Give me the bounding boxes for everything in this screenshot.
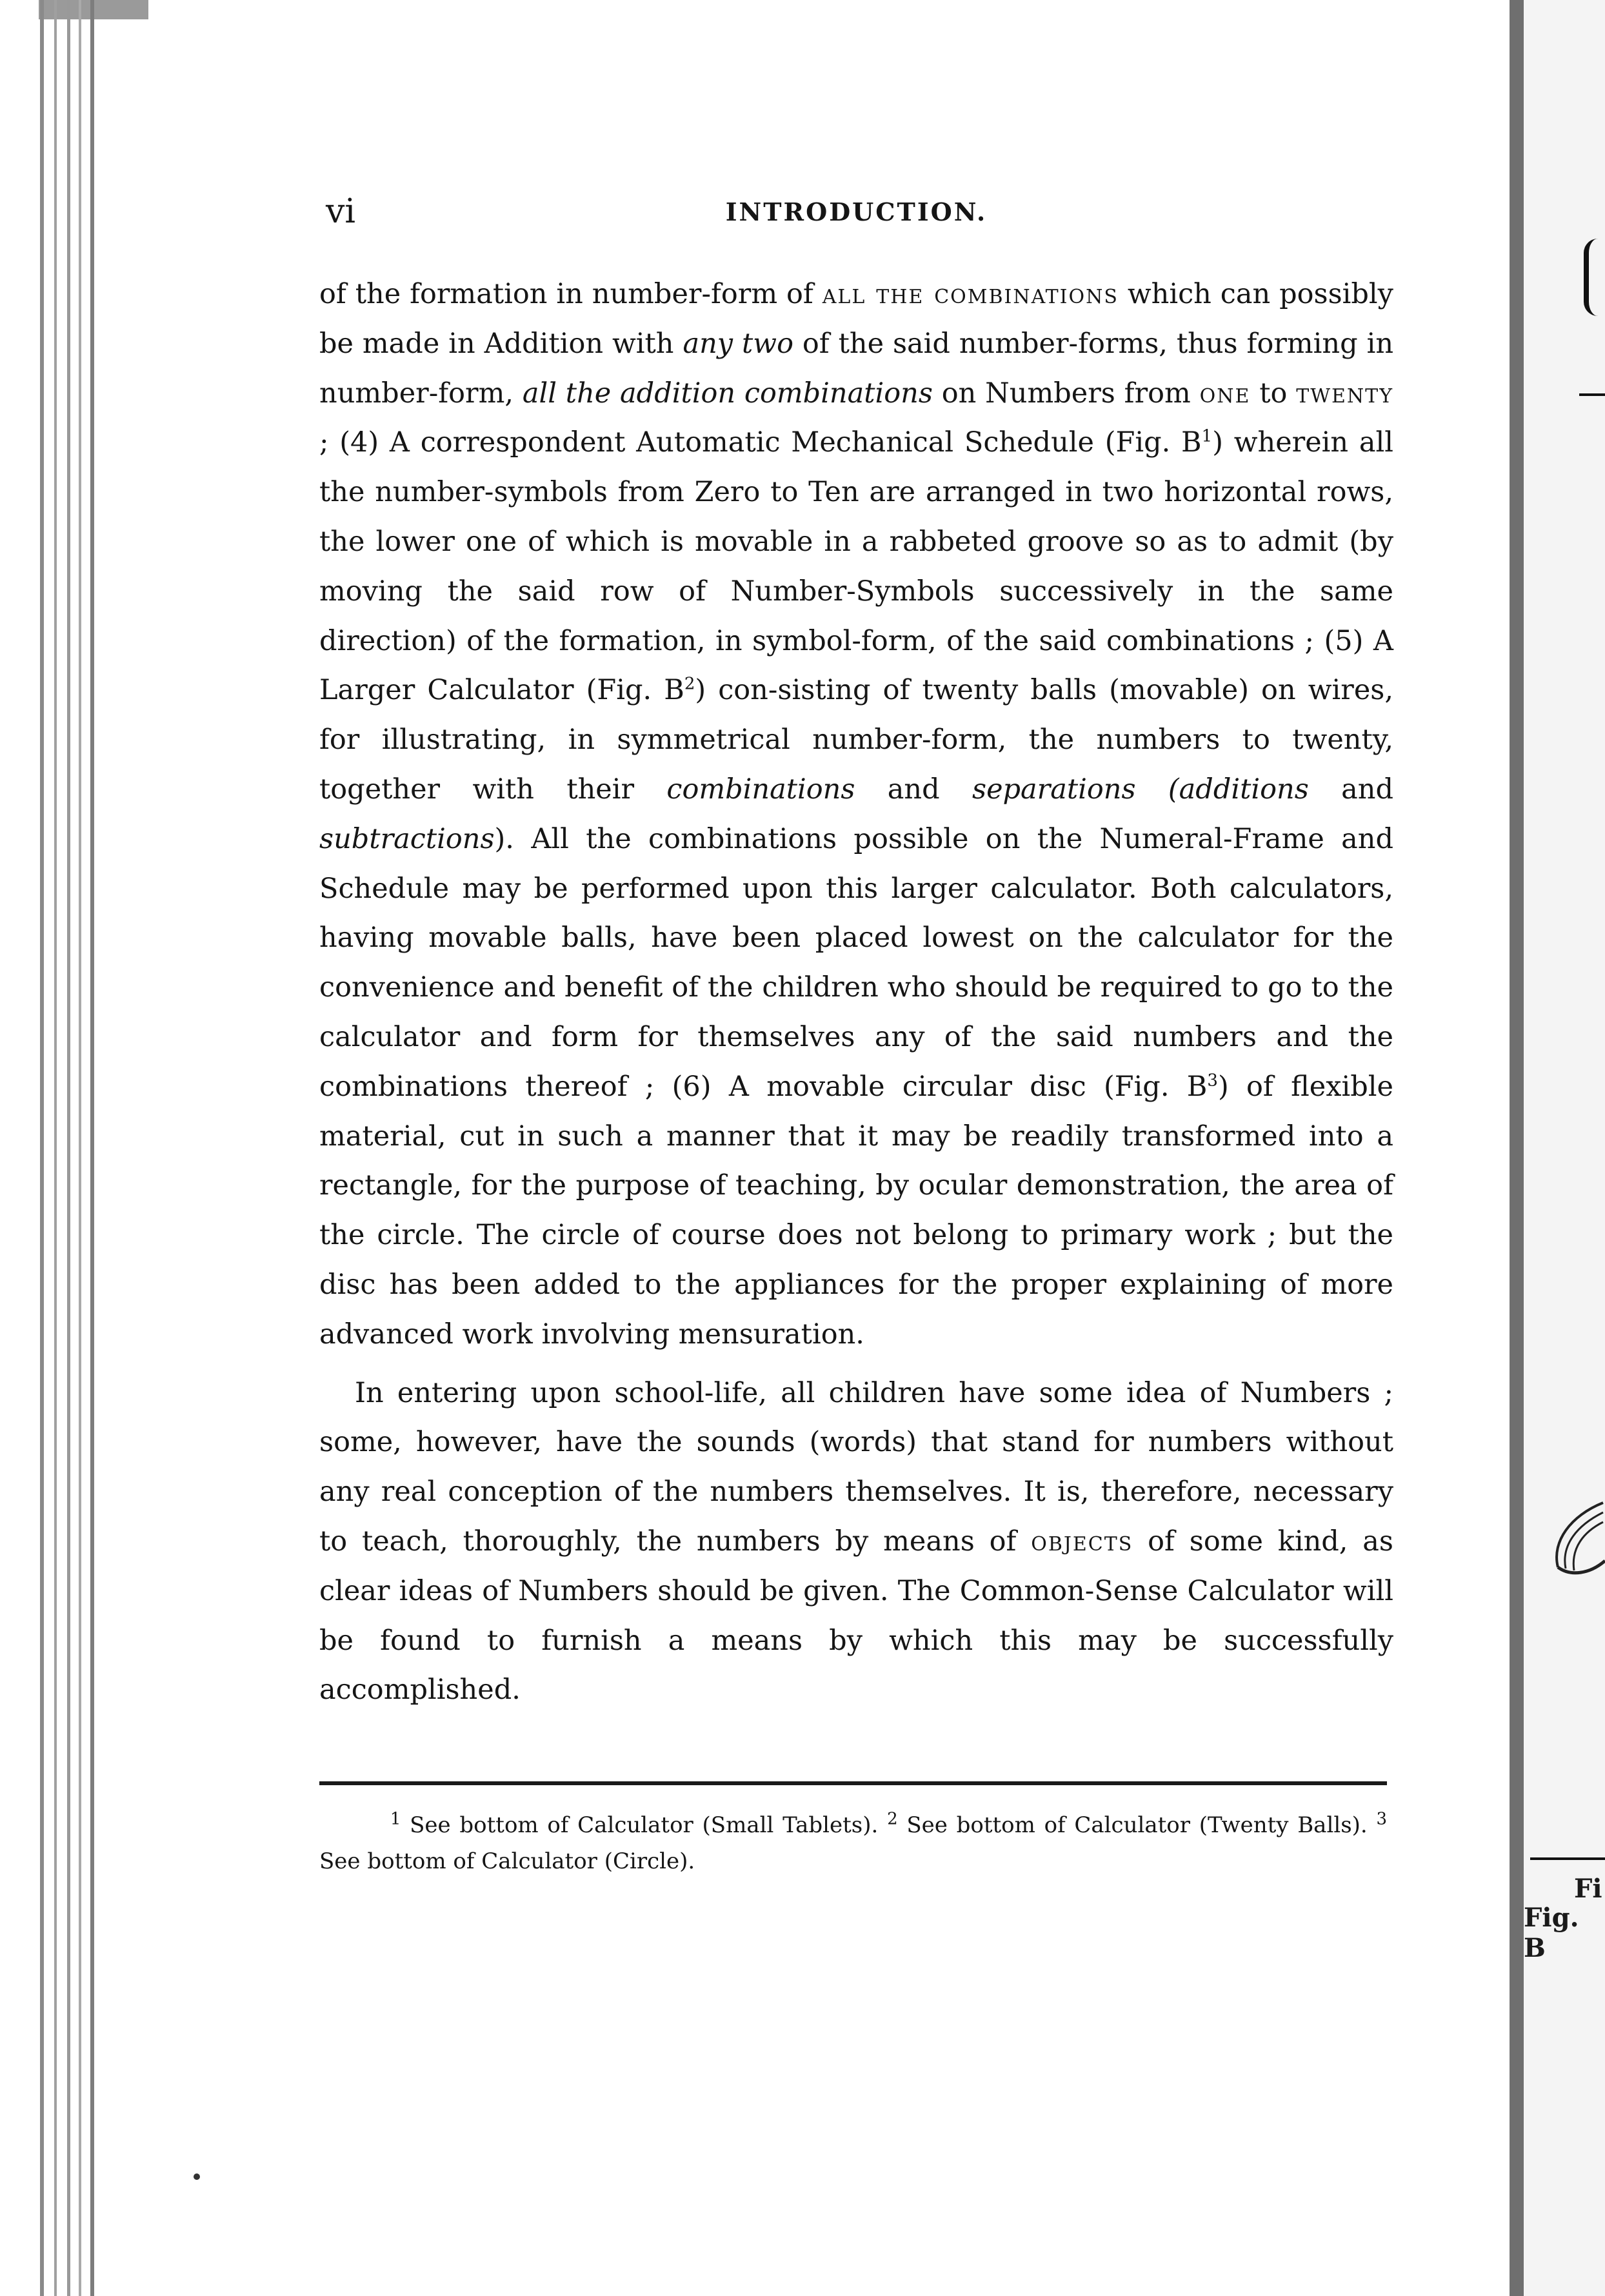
facing-page-rule: [1530, 1857, 1605, 1860]
text: on Numbers from: [932, 377, 1200, 410]
facing-page-bracket: [1584, 239, 1598, 316]
small-caps-text: all the combinations: [822, 278, 1119, 310]
footnote-mark: 1: [390, 1809, 401, 1829]
small-caps-text: twenty: [1296, 377, 1393, 410]
text: ) wherein all the number-symbols from Zero to Ten are arranged in two horizontal rows, the lower one of which is movable in a rabbeted groove so as to admit (by moving the said row of Number-Symbols successively in the same direction) of the formation, in symbol-form, of the said combinations ; (5) A Larger Calculator (Fig. B: [319, 426, 1394, 707]
text: of the formation in number-form of: [319, 278, 822, 310]
text: of some kind, as clear ideas of Numbers should be given. The Common-Sense Calculator will be found to furnish a means by which this may be successfully accomplished.: [319, 1525, 1393, 1707]
footnote-rule: [319, 1781, 1387, 1785]
footnote-3: See bottom of Calculator (Circle).: [319, 1848, 695, 1874]
italic-text: any two: [683, 327, 793, 360]
gutter-shadow: [1510, 0, 1524, 2296]
footnote-ref: 1: [1201, 427, 1213, 447]
paragraph-2: [319, 1369, 1393, 1716]
footnotes: [319, 1807, 1387, 1879]
paragraph-1: [319, 270, 1393, 1360]
text: ) con-sisting of twenty balls (movable) on wires, for illustrating, in symmetrical number-form, the numbers to twenty, together with their: [319, 674, 1393, 806]
text: ) of flexible material, cut in such a manner that it may be readily transformed into a rectangle, for the purpose of teaching, by ocular demonstration, the area of the circle. The circle of course does not belong to primary work ; but the disc has been added to the appliances for the proper explaining of more advanced work involving mensuration.: [319, 1070, 1393, 1351]
italic-text: subtractions: [319, 822, 495, 855]
text: of the said number-forms, thus forming in number-form,: [319, 327, 1394, 410]
footnote-2: See bottom of Calculator (Twenty Balls).: [897, 1812, 1377, 1838]
book-page: [319, 187, 1394, 1874]
text: ; (4) A correspondent Automatic Mechanical Schedule (Fig. B: [319, 426, 1202, 459]
footnote-mark: 2: [887, 1809, 898, 1829]
footnote-mark: 3: [1376, 1809, 1387, 1829]
text: and: [855, 773, 972, 806]
footnote-1: See bottom of Calculator (Small Tablets).: [401, 1812, 888, 1838]
text: to: [1250, 377, 1297, 410]
small-caps-text: one: [1199, 377, 1251, 410]
text: and: [1308, 773, 1393, 806]
page-edge: [54, 0, 57, 2296]
page-number: vi: [326, 192, 356, 231]
italic-text: separations (additions: [972, 773, 1309, 806]
page-edge: [79, 0, 81, 2296]
footnote-ref: 2: [684, 675, 695, 695]
facing-page-figure-sketch: [1545, 1496, 1605, 1587]
italic-text: all the addition combinations: [522, 377, 933, 410]
italic-text: combinations: [666, 773, 855, 806]
text: which can possibly be made in Addition with: [319, 278, 1393, 360]
page-edge: [90, 0, 94, 2296]
page-body: [319, 270, 1393, 1715]
facing-page-rule: [1579, 393, 1605, 396]
text: In entering upon school-life, all children have some idea of Numbers ; some, however, have the sounds (words) that stand for numbers without any real conception of the numbers themselves. It is, therefore, necessary to teach, thoroughly, the numbers by means of: [319, 1376, 1393, 1558]
running-title: INTRODUCTION.: [725, 197, 988, 226]
speck: [194, 2173, 200, 2180]
facing-page-fig-label: Fig. B: [1524, 1903, 1579, 1963]
page-edge: [40, 0, 44, 2296]
footnote-ref: 3: [1207, 1071, 1218, 1091]
facing-page-label: Fi: [1574, 1874, 1602, 1904]
text: ). All the combinations possible on the Numeral-Frame and Schedule may be performed upon this larger calculator. Both calculators, having movable balls, have been placed lowest on the calculator for the convenience and benefit of the children who should be required to go to the calculator and form for themselves any of the said numbers and the combinations thereof ; (6) A movable circular disc (Fig. B: [319, 822, 1393, 1103]
page-edge: [67, 0, 70, 2296]
page-header: [319, 187, 1393, 232]
small-caps-text: objects: [1031, 1525, 1133, 1558]
